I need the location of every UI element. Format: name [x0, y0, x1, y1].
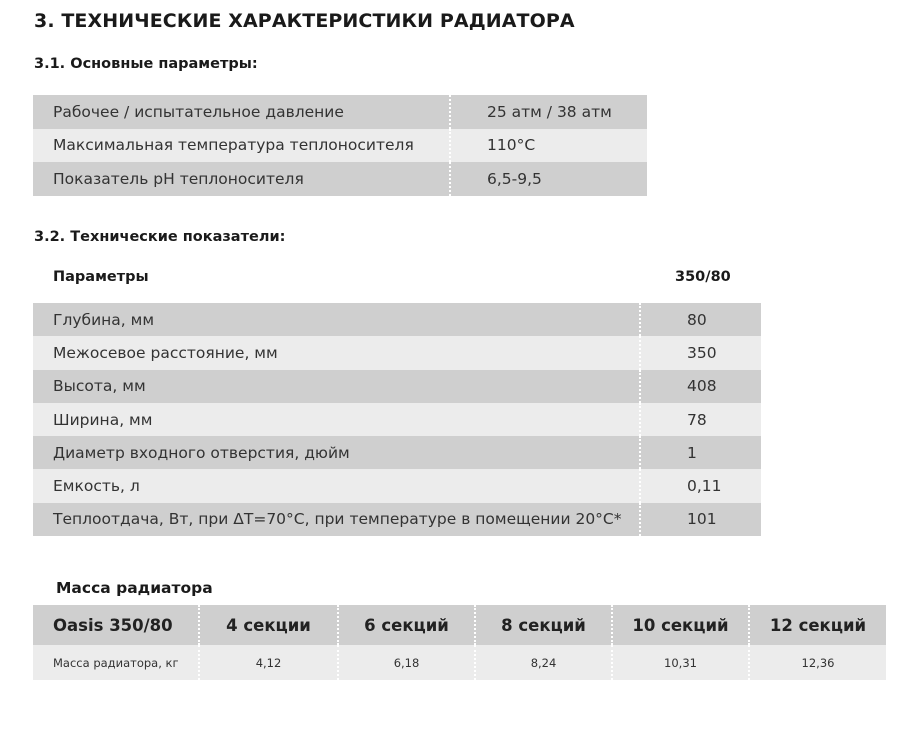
- table-row: [33, 469, 761, 502]
- mass-table: [33, 605, 886, 680]
- table-header-row: [33, 605, 886, 645]
- mass-value: 12,36: [749, 645, 886, 680]
- param-value: 78: [640, 403, 761, 436]
- param-label: Высота, мм: [33, 370, 640, 403]
- mass-value: 8,24: [475, 645, 612, 680]
- section-title: 3. ТЕХНИЧЕСКИЕ ХАРАКТЕРИСТИКИ РАДИАТОРА: [34, 10, 575, 32]
- table-row: [33, 95, 647, 129]
- basic-params-heading: 3.1. Основные параметры:: [34, 56, 258, 72]
- header-sections: 6 секций: [338, 605, 475, 645]
- param-label: Межосевое расстояние, мм: [33, 336, 640, 369]
- mass-value: 6,18: [338, 645, 475, 680]
- param-label: Рабочее / испытательное давление: [33, 95, 450, 129]
- param-label: Диаметр входного отверстия, дюйм: [33, 436, 640, 469]
- table-row: [33, 336, 761, 369]
- table-row: [33, 162, 647, 196]
- table-row: [33, 436, 761, 469]
- param-value: 25 атм / 38 атм: [450, 95, 647, 129]
- table-row: [33, 403, 761, 436]
- param-label: Теплоотдача, Вт, при ΔT=70°С, при температуре в помещении 20°С*: [33, 503, 640, 536]
- header-sections: 12 секций: [749, 605, 886, 645]
- param-value: 80: [640, 303, 761, 336]
- header-sections: 4 секции: [199, 605, 338, 645]
- table-row: [33, 370, 761, 403]
- row-label: Масса радиатора, кг: [33, 645, 199, 680]
- param-label: Максимальная температура теплоносителя: [33, 129, 450, 163]
- param-value: 1: [640, 436, 761, 469]
- header-sections: 10 секций: [612, 605, 749, 645]
- mass-value: 10,31: [612, 645, 749, 680]
- table-row: [33, 503, 761, 536]
- param-label: Ширина, мм: [33, 403, 640, 436]
- header-sections: 8 секций: [475, 605, 612, 645]
- param-label: Глубина, мм: [33, 303, 640, 336]
- param-label: Емкость, л: [33, 469, 640, 502]
- param-value: 408: [640, 370, 761, 403]
- header-model: 350/80: [675, 269, 731, 285]
- table-row: [33, 303, 761, 336]
- param-value: 110°С: [450, 129, 647, 163]
- header-parameters: Параметры: [53, 269, 149, 285]
- basic-params-table: [33, 95, 647, 196]
- table-row: [33, 129, 647, 163]
- table-header-row: [33, 265, 763, 289]
- mass-value: 4,12: [199, 645, 338, 680]
- param-value: 6,5-9,5: [450, 162, 647, 196]
- technical-params-heading: 3.2. Технические показатели:: [34, 229, 286, 245]
- param-value: 0,11: [640, 469, 761, 502]
- param-value: 350: [640, 336, 761, 369]
- header-model: Oasis 350/80: [33, 605, 199, 645]
- technical-params-table: [33, 303, 761, 536]
- param-value: 101: [640, 503, 761, 536]
- technical-table-header: [33, 265, 763, 289]
- mass-heading: Масса радиатора: [56, 579, 213, 597]
- table-row: [33, 645, 886, 680]
- param-label: Показатель рН теплоносителя: [33, 162, 450, 196]
